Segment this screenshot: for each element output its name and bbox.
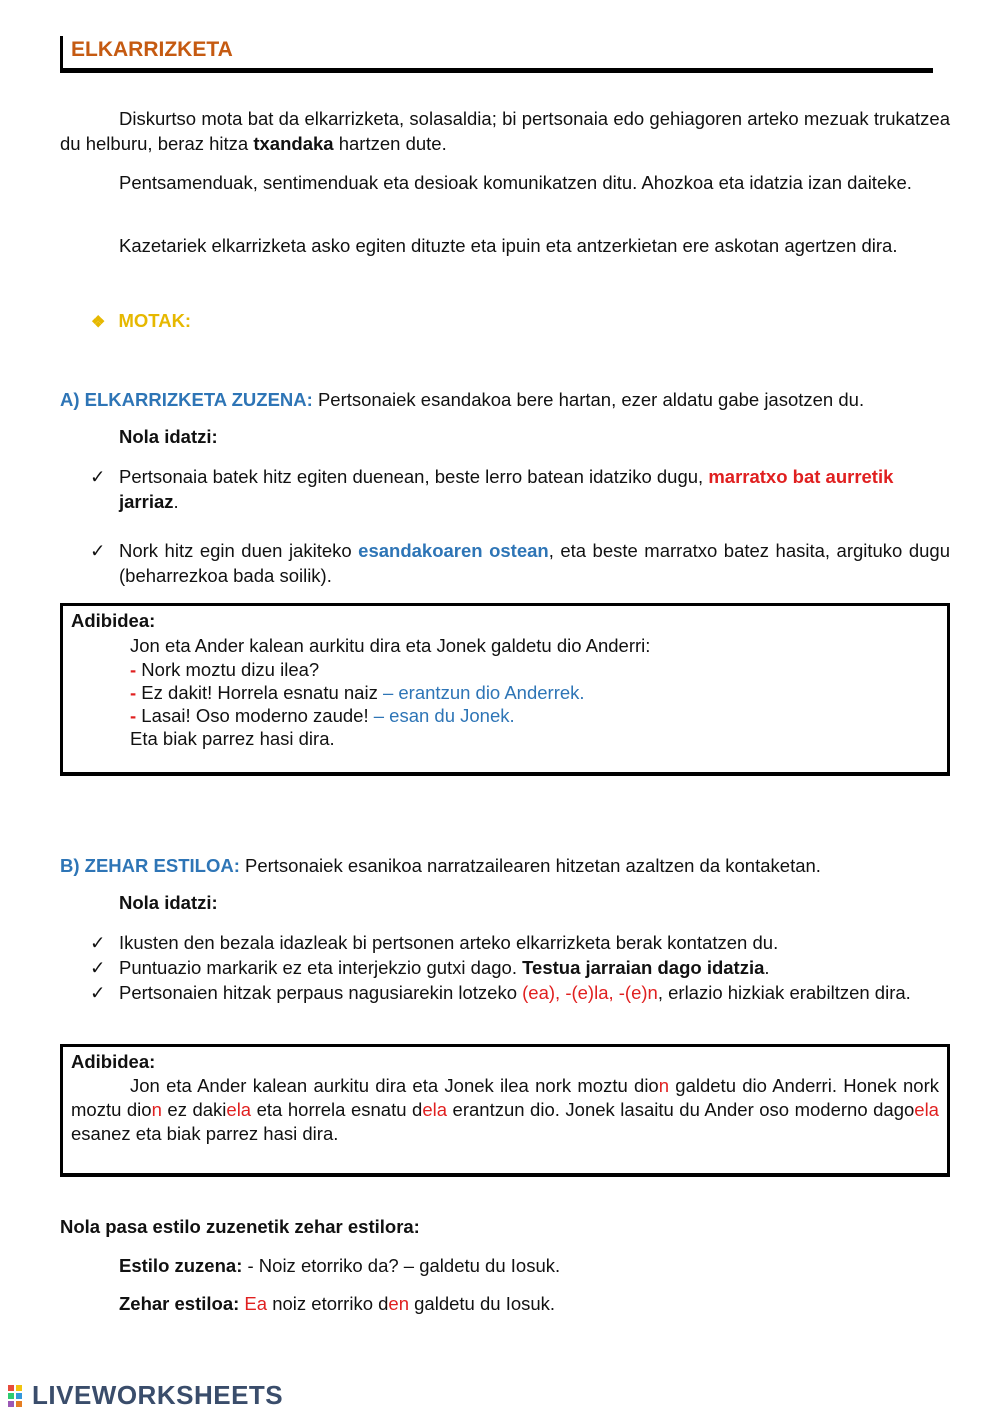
bold-text: jarriaz bbox=[119, 491, 174, 512]
text: hartzen dute. bbox=[333, 133, 447, 154]
red-suffix: ela bbox=[422, 1099, 448, 1120]
red-bold-text: marratxo bat aurretik bbox=[708, 466, 894, 487]
example-title: Adibidea: bbox=[71, 610, 156, 631]
text: Lasai! Oso moderno zaude! bbox=[136, 705, 374, 726]
blue-text: – erantzun dio Anderrek. bbox=[382, 682, 585, 703]
example-paragraph bbox=[71, 1074, 939, 1146]
red-suffix: ela bbox=[226, 1099, 252, 1120]
example-title: Adibidea: bbox=[71, 1051, 156, 1072]
example-box-a bbox=[60, 603, 950, 776]
bold-text: Testua jarraian dago idatzia bbox=[522, 957, 765, 978]
title-bar bbox=[60, 36, 933, 73]
red-suffix: n bbox=[658, 1075, 670, 1096]
diamond-bullet-icon: ❖ bbox=[91, 314, 106, 331]
text: eta horrela esnatu d bbox=[251, 1099, 423, 1120]
checkmark-icon: ✓ bbox=[90, 540, 106, 561]
red-suffix: en bbox=[388, 1293, 409, 1314]
section-a-how-label: Nola idatzi: bbox=[119, 426, 218, 447]
section-b-how-label: Nola idatzi: bbox=[119, 892, 218, 913]
text: Ikusten den bezala idazleak bi pertsonen arteko elkarrizketa berak kontatzen du. bbox=[119, 932, 779, 953]
text: . bbox=[764, 957, 770, 978]
blue-bold-text: esandakoaren ostean bbox=[358, 540, 549, 561]
text: galdetu dio Anderri. Honek nork moztu dio bbox=[71, 1075, 939, 1120]
example-box-b bbox=[60, 1044, 950, 1177]
section-b-check-1 bbox=[90, 930, 950, 955]
text: Nork hitz egin duen jakiteko bbox=[119, 540, 359, 561]
section-a-heading bbox=[60, 387, 950, 412]
motak-label: MOTAK: bbox=[118, 310, 192, 331]
section-a-description: Pertsonaiek esandakoa bere hartan, ezer aldatu gabe jasotzen du. bbox=[312, 389, 865, 410]
logo-squares-icon bbox=[8, 1385, 30, 1407]
indirect-label: Zehar estiloa: bbox=[119, 1293, 240, 1314]
text: , erlazio hizkiak erabiltzen dira. bbox=[657, 982, 911, 1003]
text: Puntuazio markarik ez eta interjekzio gutxi dago. bbox=[119, 957, 523, 978]
section-a-check-2 bbox=[90, 538, 950, 588]
text: noiz etorriko d bbox=[267, 1293, 389, 1314]
section-b-heading bbox=[60, 853, 950, 878]
checkmark-icon: ✓ bbox=[90, 982, 106, 1003]
text: Jon eta Ander kalean aurkitu dira eta Jonek ilea nork moztu dio bbox=[130, 1075, 659, 1096]
example-line-3 bbox=[130, 681, 585, 705]
section-b-description: Pertsonaiek esanikoa narratzailearen hitzetan azaltzen da kontaketan. bbox=[239, 855, 821, 876]
direct-label: Estilo zuzena: bbox=[119, 1255, 243, 1276]
intro-paragraph-3: Kazetariek elkarrizketa asko egiten dituzte eta ipuin eta antzerkietan ere askotan agertzen dira. bbox=[119, 235, 898, 256]
direct-style-example bbox=[119, 1255, 560, 1277]
dash: - bbox=[130, 705, 137, 726]
text: erantzun dio. Jonek lasaitu du Ander oso moderno dago bbox=[447, 1099, 915, 1120]
example-line-5: Eta biak parrez hasi dira. bbox=[130, 728, 335, 749]
convert-heading: Nola pasa estilo zuzenetik zehar estilora: bbox=[60, 1216, 420, 1237]
motak-heading bbox=[91, 310, 191, 332]
blue-text: – esan du Jonek. bbox=[373, 705, 515, 726]
red-suffix: ela bbox=[914, 1099, 939, 1120]
checkmark-icon: ✓ bbox=[90, 957, 106, 978]
intro-paragraph-2: Pentsamenduak, sentimenduak eta desioak komunikatzen ditu. Ahozkoa eta idatzia izan daiteke. bbox=[119, 172, 912, 193]
intro-paragraph-1 bbox=[60, 106, 950, 156]
section-b-title: B) ZEHAR ESTILOA: bbox=[60, 855, 240, 876]
text: - Noiz etorriko da? – galdetu du Iosuk. bbox=[242, 1255, 561, 1276]
text: , eta beste marratxo batez hasita, argituko dugu (beharrezkoa bada soilik). bbox=[119, 540, 950, 586]
bold-text: txandaka bbox=[253, 133, 334, 154]
example-line-1: Jon eta Ander kalean aurkitu dira eta Jonek galdetu dio Anderri: bbox=[130, 635, 651, 656]
text: Diskurtso mota bat da elkarrizketa, solasaldia; bi pertsonaia edo gehiagoren arteko mezuak trukatzea du helburu, beraz hitza bbox=[60, 108, 950, 154]
text: ez daki bbox=[161, 1099, 227, 1120]
text: galdetu du Iosuk. bbox=[409, 1293, 556, 1314]
text: . bbox=[173, 491, 179, 512]
logo-text: LIVEWORKSHEETS bbox=[32, 1380, 284, 1410]
red-text: (ea), -(e)la, -(e)n bbox=[522, 982, 658, 1003]
dash: - bbox=[130, 659, 137, 680]
text: Pertsonaia batek hitz egiten duenean, beste lerro batean idatziko dugu, bbox=[119, 466, 709, 487]
section-b-check-2 bbox=[90, 955, 950, 980]
text: esanez eta biak parrez hasi dira. bbox=[71, 1123, 339, 1144]
indirect-style-example bbox=[119, 1293, 555, 1315]
page-title: ELKARRIZKETA bbox=[71, 38, 233, 61]
section-a-title: A) ELKARRIZKETA ZUZENA: bbox=[60, 389, 313, 410]
dash: - bbox=[130, 682, 137, 703]
example-line-4 bbox=[130, 704, 515, 728]
section-a-check-1 bbox=[90, 464, 950, 514]
checkmark-icon: ✓ bbox=[90, 466, 106, 487]
checkmark-icon: ✓ bbox=[90, 932, 106, 953]
section-b-check-3 bbox=[90, 980, 950, 1005]
example-line-2 bbox=[130, 658, 319, 682]
liveworksheets-logo[interactable] bbox=[8, 1380, 283, 1412]
red-suffix: n bbox=[151, 1099, 162, 1120]
red-text: Ea bbox=[239, 1293, 268, 1314]
text: Ez dakit! Horrela esnatu naiz bbox=[136, 682, 383, 703]
text: Pertsonaien hitzak perpaus nagusiarekin lotzeko bbox=[119, 982, 523, 1003]
text: Nork moztu dizu ilea? bbox=[136, 659, 320, 680]
